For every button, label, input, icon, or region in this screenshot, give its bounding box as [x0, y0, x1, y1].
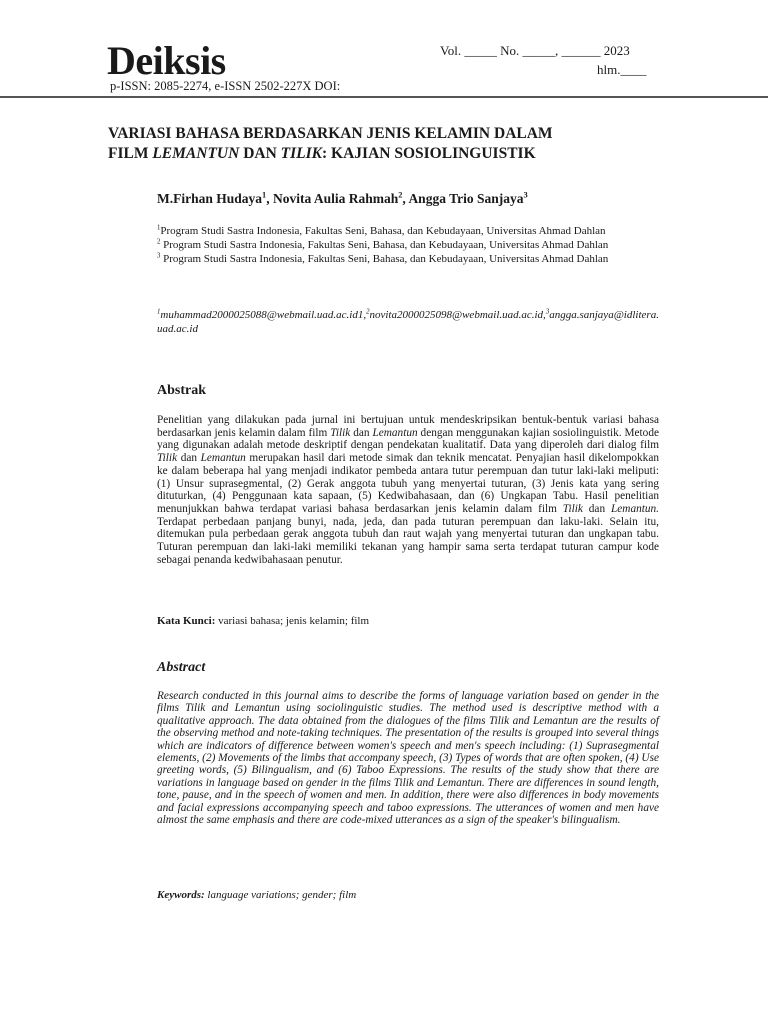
author-name: M.Firhan Hudaya	[157, 191, 263, 206]
kata-kunci	[157, 614, 369, 628]
email-mark: 1	[157, 308, 161, 316]
author-separator: ,	[402, 191, 409, 206]
affiliation-mark: 3	[157, 252, 161, 260]
journal-name: Deiksis	[107, 38, 226, 83]
title-text: FILM	[108, 145, 153, 162]
abstract-heading: Abstract	[157, 660, 206, 675]
author-emails	[157, 308, 659, 336]
title-text: DAN	[239, 145, 281, 162]
affiliation	[157, 252, 659, 266]
abstrak-text	[157, 414, 659, 566]
email-mark: 3	[545, 308, 550, 316]
title-text: : KAJIAN SOSIOLINGUISTIK	[322, 145, 536, 162]
author-list	[157, 190, 528, 207]
abstrak-run: dan	[177, 452, 201, 465]
film-name: Lemantun	[200, 452, 246, 465]
abstrak-run: dan	[350, 426, 373, 439]
abstrak-run: dan	[582, 502, 611, 515]
film-name: Tilik	[330, 426, 351, 439]
author-affil-mark: 3	[523, 190, 528, 200]
page-line: hlm.____	[597, 62, 647, 77]
kata-kunci-label: Kata Kunci:	[157, 615, 216, 627]
email-mark: 2	[366, 308, 370, 316]
title-line-2	[108, 144, 668, 164]
affiliation-mark: 1	[157, 224, 161, 232]
kata-kunci-value: variasi bahasa; jenis kelamin; film	[215, 615, 370, 627]
email-link[interactable]: angga.sanjaya@idlitera.uad.ac.id	[157, 309, 659, 335]
film-name: Tilik	[157, 452, 178, 465]
affiliation-text: Program Studi Sastra Indonesia, Fakultas Seni, Bahasa, dan Kebudayaan, Universitas Ahmad Dahlan	[160, 239, 609, 251]
film-name: Lemantun.	[610, 502, 659, 515]
abstrak-run: Terdapat perbedaan panjang bunyi, nada, jeda, dan pada tuturan perempuan dan laku-laki. Selain itu, ditemukan pula perbedaan gerak anggota tubuh dan raut wajah yang menyertai tuturan dan ungkapan tabu. Tuturan perempuan dan laki-laki memiliki tekanan yang hampir sama serta terdapat tuturan campur kode sebagai penanda kedwibahasaan penutur.	[157, 515, 659, 566]
author-affil-mark: 2	[398, 190, 403, 200]
keywords-value: language variations; gender; film	[204, 889, 357, 901]
film-name: Lemantun	[372, 426, 418, 439]
abstrak-heading: Abstrak	[157, 383, 207, 398]
abstrak-run: dengan menggunakan kajian sosiolinguistik. Metode yang digunakan adalah metode deskriptif dengan pendekatan kualitatif. Data yang diperoleh dari dialog film	[157, 426, 659, 452]
keywords	[157, 888, 356, 902]
issn-line: p-ISSN: 2085-2274, e-ISSN 2502-227X DOI:	[110, 79, 341, 93]
header-divider	[0, 96, 768, 98]
abstrak-run: merupakan hasil dari metode simak dan teknik mencatat. Penyajian hasil dikelompokkan ke dalam beberapa hal yang menjadi indikator pembeda antara tutur perempuan dan tutur laki-laki meliputi: (1) Unsur suprasegmental, (2) Gerak anggota tubuh yang menyertai tuturan, (3) Jenis kata yang sering dituturkan, (4) Penggunaan kata sapaan, (5) Kedwibahasaan, dan (6) Ungkapan Tabu. Hasil penelitian menunjukkan bahwa terdapat variasi bahasa berdasarkan jenis kelamin dalam film	[157, 452, 659, 515]
affiliation	[157, 238, 659, 252]
affiliation-list	[157, 224, 659, 266]
paper-title	[108, 124, 668, 164]
email-link[interactable]: muhammad2000025088@webmail.uad.ac.id1,	[160, 309, 367, 321]
author-affil-mark: 1	[262, 190, 267, 200]
title-film-lemantun: LEMANTUN	[152, 145, 240, 162]
author-separator: ,	[266, 191, 273, 206]
abstract-text: Research conducted in this journal aims to describe the forms of language variation based on gender in the films Tilik and Lemantun using sociolinguistic studies. The method used is descriptive method with a qualitative approach. The data obtained from the dialogues of the films Tilik and Lemantun are the results of the observing method and note-taking techniques. The presentation of the results is grouped into several things which are indicators of difference between women's speech and men's speech including: (1) Suprasegmental elements, (2) Movements of the limbs that accompany speech, (3) Types of words that are often spoken, (4) Use greeting words, (5) Bilingualism, and (6) Taboo Expressions. The results of the study show that there are variations in language based on gender in the films Tilik and Lemantun. There are differences in sound length, tone, pause, and in the speech of women and men. In addition, there were also differences in body movements and facial expressions accompanying speech and taboo expressions. The utterances of women and men have almost the same emphasis and there are code-mixed utterances as a sign of the speaker's bilingualism.	[157, 690, 659, 827]
affiliation	[157, 224, 659, 238]
author-name: Novita Aulia Rahmah	[272, 191, 399, 206]
affiliation-text: Program Studi Sastra Indonesia, Fakultas Seni, Bahasa, dan Kebudayaan, Universitas Ahmad Dahlan	[160, 253, 609, 265]
author-name: Angga Trio Sanjaya	[408, 191, 524, 206]
volume-line: Vol. _____ No. _____, ______ 2023	[440, 43, 630, 58]
film-name: Tilik	[562, 502, 583, 515]
keywords-label: Keywords:	[157, 889, 205, 901]
abstrak-run: Penelitian yang dilakukan pada jurnal ini bertujuan untuk mendeskripsikan bentuk-bentuk variasi bahasa berdasarkan jenis kelamin dalam film	[157, 414, 659, 439]
affiliation-mark: 2	[157, 238, 161, 246]
email-link[interactable]: novita2000025098@webmail.uad.ac.id,	[369, 309, 546, 321]
title-line-1: VARIASI BAHASA BERDASARKAN JENIS KELAMIN DALAM	[108, 125, 553, 142]
affiliation-text: Program Studi Sastra Indonesia, Fakultas Seni, Bahasa, dan Kebudayaan, Universitas Ahmad Dahlan	[160, 225, 606, 237]
title-film-tilik: TILIK	[280, 145, 323, 162]
